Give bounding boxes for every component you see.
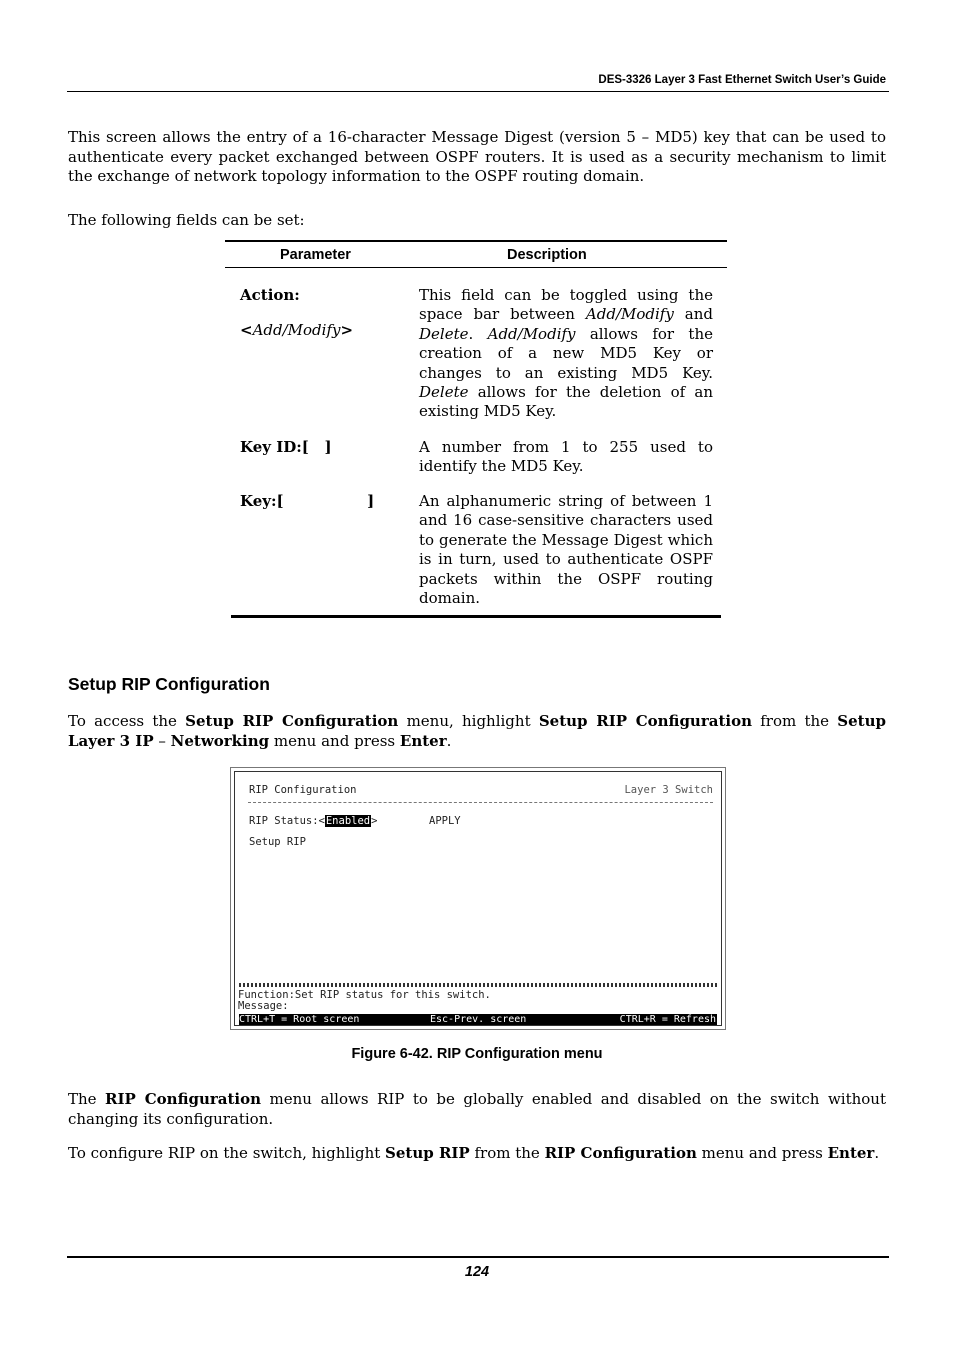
setup-rip-menu-item[interactable]: Setup RIP [249, 836, 306, 848]
refresh-key[interactable]: CTRL+R = Refresh [619, 1014, 716, 1025]
terminal-screen [234, 771, 722, 1026]
param-key: Key:[ ] [240, 492, 375, 510]
page-number: 124 [464, 1264, 490, 1280]
param-action-value: <Add/Modify> [240, 321, 354, 339]
title-separator [248, 802, 713, 803]
asterisk-divider [239, 983, 717, 987]
desc-key-id: A number from 1 to 255 used to identify the MD5 Key. [419, 438, 713, 476]
rip-menu-paragraph: The RIP Configuration menu allows RIP to be globally enabled and disabled on the switch without changing its configuration. [68, 1090, 886, 1128]
header-description: Description [507, 247, 587, 263]
figure-caption: Figure 6-42. RIP Configuration menu [351, 1046, 603, 1062]
header-parameter: Parameter [280, 247, 351, 263]
table-body [225, 268, 727, 618]
parameter-table [225, 240, 727, 618]
rip-status-value[interactable]: Enabled [325, 815, 371, 827]
prev-screen-key[interactable]: Esc-Prev. screen [430, 1014, 527, 1025]
screen-title: RIP Configuration [249, 784, 357, 796]
desc-action: This field can be toggled using the space bar between Add/Modify and Delete. Add/Modify allows for the creation of a new MD5 Key or changes to an existing MD5 Key. Delete allows for the deletion of an existing MD5 Key. [419, 286, 713, 421]
running-header: DES-3326 Layer 3 Fast Ethernet Switch User’s Guide [598, 74, 886, 86]
function-line: Function:Set RIP status for this switch. [238, 989, 491, 1001]
table-header [225, 240, 727, 268]
message-line: Message: [238, 1000, 289, 1012]
key-help-bar [239, 1014, 717, 1025]
intro-paragraph: This screen allows the entry of a 16-character Message Digest (version 5 – MD5) key that can be used to authenticate every packet exchanged between OSPF routers. It is used as a security mechanism to limit the exchange of network topology information to the OSPF routing domain. [68, 128, 886, 185]
access-paragraph: To access the Setup RIP Configuration menu, highlight Setup RIP Configuration from the Setup Layer 3 IP – Networking menu and press Enter. [68, 712, 886, 750]
table-bottom-rule [231, 615, 721, 618]
configure-rip-paragraph: To configure RIP on the switch, highlight Setup RIP from the RIP Configuration menu and press Enter. [68, 1144, 880, 1162]
param-action: Action: [240, 286, 300, 304]
rip-status-field[interactable]: RIP Status:<Enabled> [249, 815, 378, 827]
root-screen-key[interactable]: CTRL+T = Root screen [239, 1014, 360, 1025]
param-key-id: Key ID:[ ] [240, 438, 332, 456]
section-heading: Setup RIP Configuration [68, 674, 270, 694]
header-rule [67, 91, 889, 92]
screen-device: Layer 3 Switch [624, 784, 713, 796]
desc-key: An alphanumeric string of between 1 and 16 case-sensitive characters used to generate the Message Digest which is in turn, used to authenticate OSPF packets within the OSPF routing domain. [419, 492, 713, 608]
fields-intro: The following fields can be set: [68, 211, 305, 229]
rip-configuration-screenshot [230, 767, 726, 1030]
footer-rule [67, 1256, 889, 1258]
apply-button[interactable]: APPLY [429, 815, 461, 827]
